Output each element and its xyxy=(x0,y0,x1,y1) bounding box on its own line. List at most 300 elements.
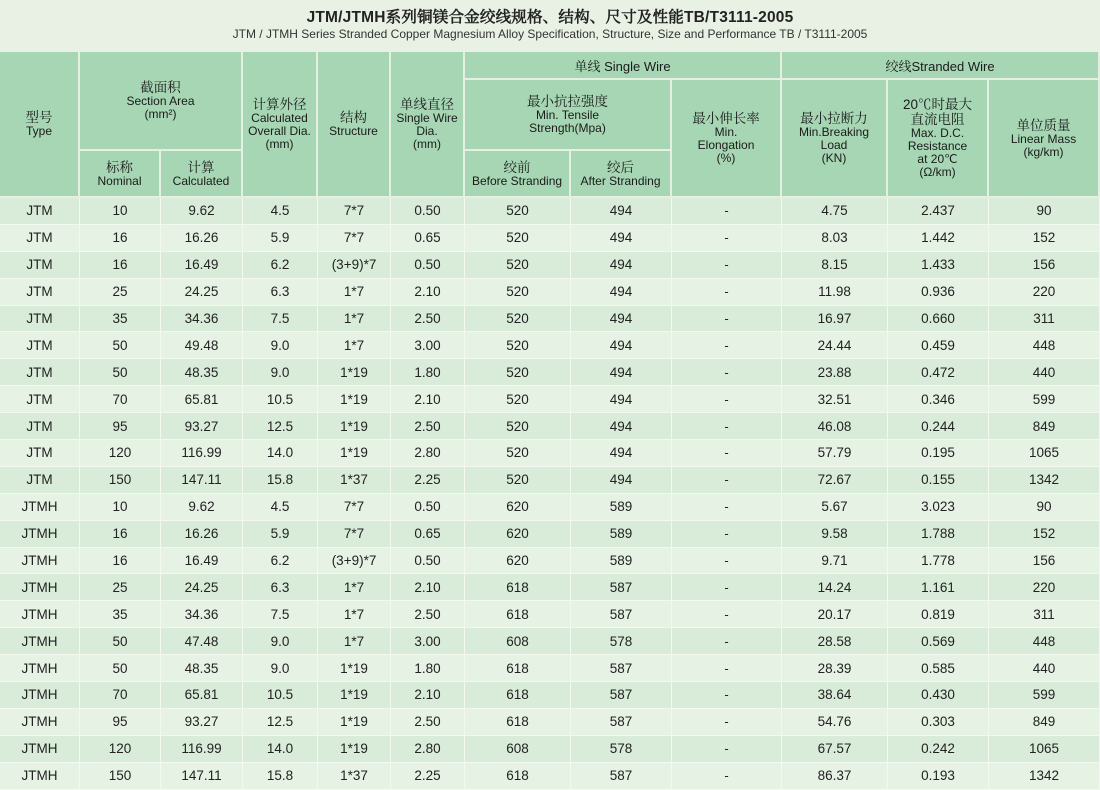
cell-mass: 599 xyxy=(989,682,1100,709)
cell-elongation: - xyxy=(672,521,782,548)
header-calculated: 计算 Calculated xyxy=(161,151,243,198)
cell-overall_dia: 6.3 xyxy=(243,574,318,601)
cell-calculated: 16.26 xyxy=(161,521,243,548)
cell-structure: 1*7 xyxy=(318,628,391,655)
cell-resistance: 3.023 xyxy=(888,494,989,521)
cell-type: JTMH xyxy=(0,601,80,628)
cell-after: 589 xyxy=(571,548,672,575)
cell-breaking: 67.57 xyxy=(782,736,888,763)
cell-structure: 1*19 xyxy=(318,736,391,763)
cell-before: 520 xyxy=(465,332,571,359)
table-row xyxy=(0,332,1100,359)
cell-mass: 849 xyxy=(989,413,1100,440)
cell-before: 520 xyxy=(465,440,571,467)
cell-mass: 152 xyxy=(989,521,1100,548)
cell-before: 520 xyxy=(465,252,571,279)
table-row xyxy=(0,709,1100,736)
cell-mass: 1065 xyxy=(989,736,1100,763)
cell-after: 494 xyxy=(571,198,672,225)
cell-resistance: 1.442 xyxy=(888,225,989,252)
cell-before: 618 xyxy=(465,574,571,601)
cell-nominal: 16 xyxy=(80,225,161,252)
cell-before: 608 xyxy=(465,736,571,763)
cell-elongation: - xyxy=(672,306,782,333)
cell-resistance: 1.788 xyxy=(888,521,989,548)
cell-after: 587 xyxy=(571,709,672,736)
cell-mass: 220 xyxy=(989,279,1100,306)
cell-mass: 220 xyxy=(989,574,1100,601)
cell-elongation: - xyxy=(672,467,782,494)
cell-after: 494 xyxy=(571,440,672,467)
cell-type: JTM xyxy=(0,467,80,494)
cell-nominal: 95 xyxy=(80,413,161,440)
cell-wire_dia: 2.50 xyxy=(391,306,465,333)
cell-elongation: - xyxy=(672,332,782,359)
cell-before: 620 xyxy=(465,548,571,575)
cell-mass: 90 xyxy=(989,198,1100,225)
cell-calculated: 49.48 xyxy=(161,332,243,359)
cell-resistance: 0.936 xyxy=(888,279,989,306)
cell-overall_dia: 6.2 xyxy=(243,252,318,279)
cell-elongation: - xyxy=(672,252,782,279)
cell-wire_dia: 1.80 xyxy=(391,359,465,386)
cell-structure: 7*7 xyxy=(318,225,391,252)
cell-overall_dia: 5.9 xyxy=(243,225,318,252)
cell-calculated: 65.81 xyxy=(161,386,243,413)
cell-overall_dia: 9.0 xyxy=(243,332,318,359)
cell-overall_dia: 10.5 xyxy=(243,682,318,709)
cell-elongation: - xyxy=(672,655,782,682)
cell-before: 520 xyxy=(465,279,571,306)
cell-overall_dia: 9.0 xyxy=(243,628,318,655)
cell-structure: (3+9)*7 xyxy=(318,548,391,575)
table-row xyxy=(0,225,1100,252)
page-subtitle: JTM / JTMH Series Stranded Copper Magnesium Alloy Specification, Structure, Size and Performance TB / T3111-2005 xyxy=(232,27,868,41)
cell-elongation: - xyxy=(672,601,782,628)
cell-resistance: 1.778 xyxy=(888,548,989,575)
cell-resistance: 0.569 xyxy=(888,628,989,655)
cell-nominal: 10 xyxy=(80,198,161,225)
table-header xyxy=(0,52,1100,198)
header-overall-dia: 计算外径 Calculated Overall Dia. (mm) xyxy=(243,52,318,198)
cell-mass: 156 xyxy=(989,252,1100,279)
cell-before: 618 xyxy=(465,655,571,682)
table-row xyxy=(0,467,1100,494)
cell-type: JTMH xyxy=(0,763,80,790)
cell-elongation: - xyxy=(672,682,782,709)
cell-resistance: 0.244 xyxy=(888,413,989,440)
cell-breaking: 11.98 xyxy=(782,279,888,306)
cell-wire_dia: 3.00 xyxy=(391,332,465,359)
table-row xyxy=(0,736,1100,763)
cell-structure: 1*7 xyxy=(318,601,391,628)
cell-wire_dia: 2.25 xyxy=(391,467,465,494)
header-nominal: 标称 Nominal xyxy=(80,151,161,198)
cell-calculated: 9.62 xyxy=(161,198,243,225)
cell-elongation: - xyxy=(672,413,782,440)
cell-calculated: 48.35 xyxy=(161,655,243,682)
cell-nominal: 50 xyxy=(80,655,161,682)
cell-nominal: 50 xyxy=(80,628,161,655)
cell-breaking: 28.58 xyxy=(782,628,888,655)
cell-before: 520 xyxy=(465,359,571,386)
header-stranded-wire: 绞线Stranded Wire xyxy=(782,52,1100,80)
cell-overall_dia: 10.5 xyxy=(243,386,318,413)
cell-type: JTMH xyxy=(0,736,80,763)
cell-type: JTMH xyxy=(0,655,80,682)
cell-wire_dia: 2.80 xyxy=(391,736,465,763)
cell-after: 494 xyxy=(571,279,672,306)
cell-structure: 1*19 xyxy=(318,709,391,736)
cell-breaking: 54.76 xyxy=(782,709,888,736)
header-linear-mass: 单位质量 Linear Mass (kg/km) xyxy=(989,80,1100,198)
cell-after: 494 xyxy=(571,467,672,494)
cell-nominal: 10 xyxy=(80,494,161,521)
cell-breaking: 9.58 xyxy=(782,521,888,548)
cell-resistance: 0.193 xyxy=(888,763,989,790)
cell-breaking: 72.67 xyxy=(782,467,888,494)
cell-structure: 1*19 xyxy=(318,413,391,440)
cell-overall_dia: 6.3 xyxy=(243,279,318,306)
cell-overall_dia: 14.0 xyxy=(243,440,318,467)
cell-mass: 90 xyxy=(989,494,1100,521)
cell-calculated: 16.49 xyxy=(161,252,243,279)
header-elongation: 最小伸长率 Min. Elongation (%) xyxy=(672,80,782,198)
table-row xyxy=(0,682,1100,709)
cell-nominal: 50 xyxy=(80,359,161,386)
cell-wire_dia: 0.50 xyxy=(391,252,465,279)
cell-nominal: 16 xyxy=(80,252,161,279)
cell-breaking: 24.44 xyxy=(782,332,888,359)
table-row xyxy=(0,252,1100,279)
cell-type: JTM xyxy=(0,279,80,306)
cell-type: JTM xyxy=(0,225,80,252)
cell-resistance: 0.819 xyxy=(888,601,989,628)
cell-after: 494 xyxy=(571,225,672,252)
cell-after: 589 xyxy=(571,494,672,521)
cell-mass: 1342 xyxy=(989,763,1100,790)
cell-type: JTMH xyxy=(0,709,80,736)
cell-wire_dia: 3.00 xyxy=(391,628,465,655)
cell-resistance: 0.155 xyxy=(888,467,989,494)
cell-breaking: 9.71 xyxy=(782,548,888,575)
header-after-stranding: 绞后 After Stranding xyxy=(571,151,672,198)
table-row xyxy=(0,521,1100,548)
table-row xyxy=(0,494,1100,521)
cell-calculated: 93.27 xyxy=(161,709,243,736)
cell-calculated: 48.35 xyxy=(161,359,243,386)
cell-overall_dia: 15.8 xyxy=(243,467,318,494)
table-row xyxy=(0,574,1100,601)
cell-mass: 156 xyxy=(989,548,1100,575)
table-row xyxy=(0,279,1100,306)
cell-structure: 1*37 xyxy=(318,467,391,494)
header-tensile-strength: 最小抗拉强度 Min. Tensile Strength(Mpa) xyxy=(465,80,672,151)
cell-structure: (3+9)*7 xyxy=(318,252,391,279)
cell-overall_dia: 4.5 xyxy=(243,494,318,521)
cell-type: JTMH xyxy=(0,494,80,521)
cell-overall_dia: 6.2 xyxy=(243,548,318,575)
cell-elongation: - xyxy=(672,709,782,736)
cell-wire_dia: 2.50 xyxy=(391,601,465,628)
cell-wire_dia: 0.50 xyxy=(391,494,465,521)
cell-nominal: 120 xyxy=(80,440,161,467)
cell-breaking: 23.88 xyxy=(782,359,888,386)
spec-table xyxy=(0,52,1100,790)
cell-breaking: 28.39 xyxy=(782,655,888,682)
cell-calculated: 65.81 xyxy=(161,682,243,709)
cell-calculated: 116.99 xyxy=(161,440,243,467)
cell-type: JTMH xyxy=(0,521,80,548)
cell-elongation: - xyxy=(672,279,782,306)
cell-type: JTM xyxy=(0,440,80,467)
cell-structure: 1*7 xyxy=(318,306,391,333)
cell-after: 494 xyxy=(571,359,672,386)
cell-calculated: 93.27 xyxy=(161,413,243,440)
header-type: 型号 Type xyxy=(0,52,80,198)
cell-type: JTM xyxy=(0,359,80,386)
cell-type: JTM xyxy=(0,198,80,225)
cell-breaking: 16.97 xyxy=(782,306,888,333)
cell-type: JTMH xyxy=(0,548,80,575)
header-breaking-load: 最小拉断力 Min.Breaking Load (KN) xyxy=(782,80,888,198)
table-row xyxy=(0,763,1100,790)
cell-before: 520 xyxy=(465,306,571,333)
cell-mass: 440 xyxy=(989,655,1100,682)
cell-after: 494 xyxy=(571,386,672,413)
cell-after: 578 xyxy=(571,628,672,655)
cell-overall_dia: 12.5 xyxy=(243,709,318,736)
cell-resistance: 0.430 xyxy=(888,682,989,709)
cell-calculated: 9.62 xyxy=(161,494,243,521)
cell-structure: 1*19 xyxy=(318,655,391,682)
cell-structure: 1*19 xyxy=(318,682,391,709)
cell-mass: 849 xyxy=(989,709,1100,736)
cell-calculated: 116.99 xyxy=(161,736,243,763)
cell-elongation: - xyxy=(672,494,782,521)
cell-wire_dia: 2.50 xyxy=(391,413,465,440)
cell-after: 587 xyxy=(571,574,672,601)
cell-wire_dia: 2.10 xyxy=(391,574,465,601)
cell-overall_dia: 9.0 xyxy=(243,359,318,386)
table-body xyxy=(0,198,1100,790)
cell-nominal: 50 xyxy=(80,332,161,359)
cell-elongation: - xyxy=(672,386,782,413)
table-row xyxy=(0,413,1100,440)
cell-structure: 1*7 xyxy=(318,574,391,601)
cell-overall_dia: 5.9 xyxy=(243,521,318,548)
cell-resistance: 0.459 xyxy=(888,332,989,359)
cell-overall_dia: 15.8 xyxy=(243,763,318,790)
cell-before: 620 xyxy=(465,521,571,548)
cell-nominal: 35 xyxy=(80,306,161,333)
cell-resistance: 0.242 xyxy=(888,736,989,763)
cell-structure: 1*7 xyxy=(318,279,391,306)
cell-before: 618 xyxy=(465,601,571,628)
cell-calculated: 147.11 xyxy=(161,763,243,790)
cell-nominal: 150 xyxy=(80,763,161,790)
cell-after: 494 xyxy=(571,332,672,359)
cell-wire_dia: 2.10 xyxy=(391,279,465,306)
cell-wire_dia: 2.10 xyxy=(391,682,465,709)
cell-breaking: 8.15 xyxy=(782,252,888,279)
cell-overall_dia: 4.5 xyxy=(243,198,318,225)
cell-mass: 599 xyxy=(989,386,1100,413)
cell-after: 494 xyxy=(571,413,672,440)
cell-elongation: - xyxy=(672,763,782,790)
cell-mass: 311 xyxy=(989,306,1100,333)
cell-type: JTM xyxy=(0,306,80,333)
cell-resistance: 0.303 xyxy=(888,709,989,736)
cell-resistance: 0.585 xyxy=(888,655,989,682)
cell-before: 520 xyxy=(465,198,571,225)
cell-wire_dia: 0.50 xyxy=(391,548,465,575)
cell-after: 494 xyxy=(571,306,672,333)
cell-structure: 1*19 xyxy=(318,359,391,386)
cell-mass: 311 xyxy=(989,601,1100,628)
cell-calculated: 16.49 xyxy=(161,548,243,575)
cell-elongation: - xyxy=(672,736,782,763)
table-row xyxy=(0,601,1100,628)
cell-type: JTMH xyxy=(0,682,80,709)
cell-resistance: 0.346 xyxy=(888,386,989,413)
cell-before: 520 xyxy=(465,386,571,413)
cell-resistance: 0.472 xyxy=(888,359,989,386)
cell-before: 520 xyxy=(465,225,571,252)
table-row xyxy=(0,198,1100,225)
header-resistance: 20℃时最大 直流电阻 Max. D.C. Resistance at 20℃ (Ω/km) xyxy=(888,80,989,198)
cell-type: JTM xyxy=(0,386,80,413)
cell-resistance: 1.161 xyxy=(888,574,989,601)
cell-nominal: 150 xyxy=(80,467,161,494)
cell-calculated: 24.25 xyxy=(161,279,243,306)
cell-mass: 1065 xyxy=(989,440,1100,467)
cell-structure: 7*7 xyxy=(318,494,391,521)
cell-wire_dia: 1.80 xyxy=(391,655,465,682)
table-row xyxy=(0,386,1100,413)
cell-breaking: 20.17 xyxy=(782,601,888,628)
cell-breaking: 57.79 xyxy=(782,440,888,467)
cell-after: 587 xyxy=(571,763,672,790)
cell-nominal: 16 xyxy=(80,548,161,575)
cell-type: JTMH xyxy=(0,574,80,601)
cell-breaking: 38.64 xyxy=(782,682,888,709)
title-block xyxy=(0,0,1100,52)
cell-type: JTM xyxy=(0,252,80,279)
table-row xyxy=(0,655,1100,682)
cell-after: 587 xyxy=(571,601,672,628)
cell-elongation: - xyxy=(672,198,782,225)
cell-mass: 440 xyxy=(989,359,1100,386)
cell-calculated: 24.25 xyxy=(161,574,243,601)
cell-overall_dia: 9.0 xyxy=(243,655,318,682)
cell-wire_dia: 2.25 xyxy=(391,763,465,790)
cell-nominal: 70 xyxy=(80,386,161,413)
cell-overall_dia: 7.5 xyxy=(243,601,318,628)
table-row xyxy=(0,359,1100,386)
cell-nominal: 70 xyxy=(80,682,161,709)
cell-nominal: 120 xyxy=(80,736,161,763)
cell-mass: 1342 xyxy=(989,467,1100,494)
cell-breaking: 46.08 xyxy=(782,413,888,440)
cell-nominal: 25 xyxy=(80,574,161,601)
cell-wire_dia: 0.65 xyxy=(391,521,465,548)
cell-wire_dia: 0.50 xyxy=(391,198,465,225)
table-row xyxy=(0,306,1100,333)
cell-calculated: 34.36 xyxy=(161,601,243,628)
cell-resistance: 0.660 xyxy=(888,306,989,333)
cell-breaking: 86.37 xyxy=(782,763,888,790)
cell-mass: 448 xyxy=(989,628,1100,655)
cell-wire_dia: 0.65 xyxy=(391,225,465,252)
cell-elongation: - xyxy=(672,548,782,575)
cell-breaking: 32.51 xyxy=(782,386,888,413)
cell-calculated: 16.26 xyxy=(161,225,243,252)
cell-breaking: 14.24 xyxy=(782,574,888,601)
cell-breaking: 5.67 xyxy=(782,494,888,521)
cell-structure: 7*7 xyxy=(318,198,391,225)
cell-before: 608 xyxy=(465,628,571,655)
cell-overall_dia: 14.0 xyxy=(243,736,318,763)
cell-structure: 1*7 xyxy=(318,332,391,359)
cell-type: JTMH xyxy=(0,628,80,655)
cell-nominal: 16 xyxy=(80,521,161,548)
cell-after: 578 xyxy=(571,736,672,763)
cell-structure: 7*7 xyxy=(318,521,391,548)
cell-breaking: 8.03 xyxy=(782,225,888,252)
page-title: JTM/JTMH系列铜镁合金绞线规格、结构、尺寸及性能TB/T3111-2005 xyxy=(306,9,794,26)
cell-overall_dia: 7.5 xyxy=(243,306,318,333)
cell-after: 494 xyxy=(571,252,672,279)
cell-elongation: - xyxy=(672,359,782,386)
cell-after: 587 xyxy=(571,655,672,682)
header-section-area: 截面积 Section Area (mm²) xyxy=(80,52,243,151)
cell-elongation: - xyxy=(672,628,782,655)
cell-mass: 448 xyxy=(989,332,1100,359)
cell-resistance: 1.433 xyxy=(888,252,989,279)
cell-mass: 152 xyxy=(989,225,1100,252)
cell-calculated: 147.11 xyxy=(161,467,243,494)
cell-structure: 1*19 xyxy=(318,440,391,467)
cell-elongation: - xyxy=(672,225,782,252)
cell-after: 587 xyxy=(571,682,672,709)
header-wire-dia: 单线直径 Single Wire Dia. (mm) xyxy=(391,52,465,198)
cell-structure: 1*19 xyxy=(318,386,391,413)
header-structure: 结构 Structure xyxy=(318,52,391,198)
cell-resistance: 2.437 xyxy=(888,198,989,225)
cell-wire_dia: 2.50 xyxy=(391,709,465,736)
cell-elongation: - xyxy=(672,574,782,601)
header-single-wire: 单线 Single Wire xyxy=(465,52,782,80)
cell-before: 520 xyxy=(465,467,571,494)
header-before-stranding: 绞前 Before Stranding xyxy=(465,151,571,198)
cell-overall_dia: 12.5 xyxy=(243,413,318,440)
cell-nominal: 35 xyxy=(80,601,161,628)
cell-wire_dia: 2.10 xyxy=(391,386,465,413)
cell-after: 589 xyxy=(571,521,672,548)
cell-structure: 1*37 xyxy=(318,763,391,790)
cell-calculated: 34.36 xyxy=(161,306,243,333)
cell-nominal: 25 xyxy=(80,279,161,306)
cell-before: 520 xyxy=(465,413,571,440)
cell-before: 618 xyxy=(465,763,571,790)
cell-calculated: 47.48 xyxy=(161,628,243,655)
table-row xyxy=(0,628,1100,655)
cell-before: 620 xyxy=(465,494,571,521)
cell-elongation: - xyxy=(672,440,782,467)
cell-breaking: 4.75 xyxy=(782,198,888,225)
cell-type: JTM xyxy=(0,332,80,359)
